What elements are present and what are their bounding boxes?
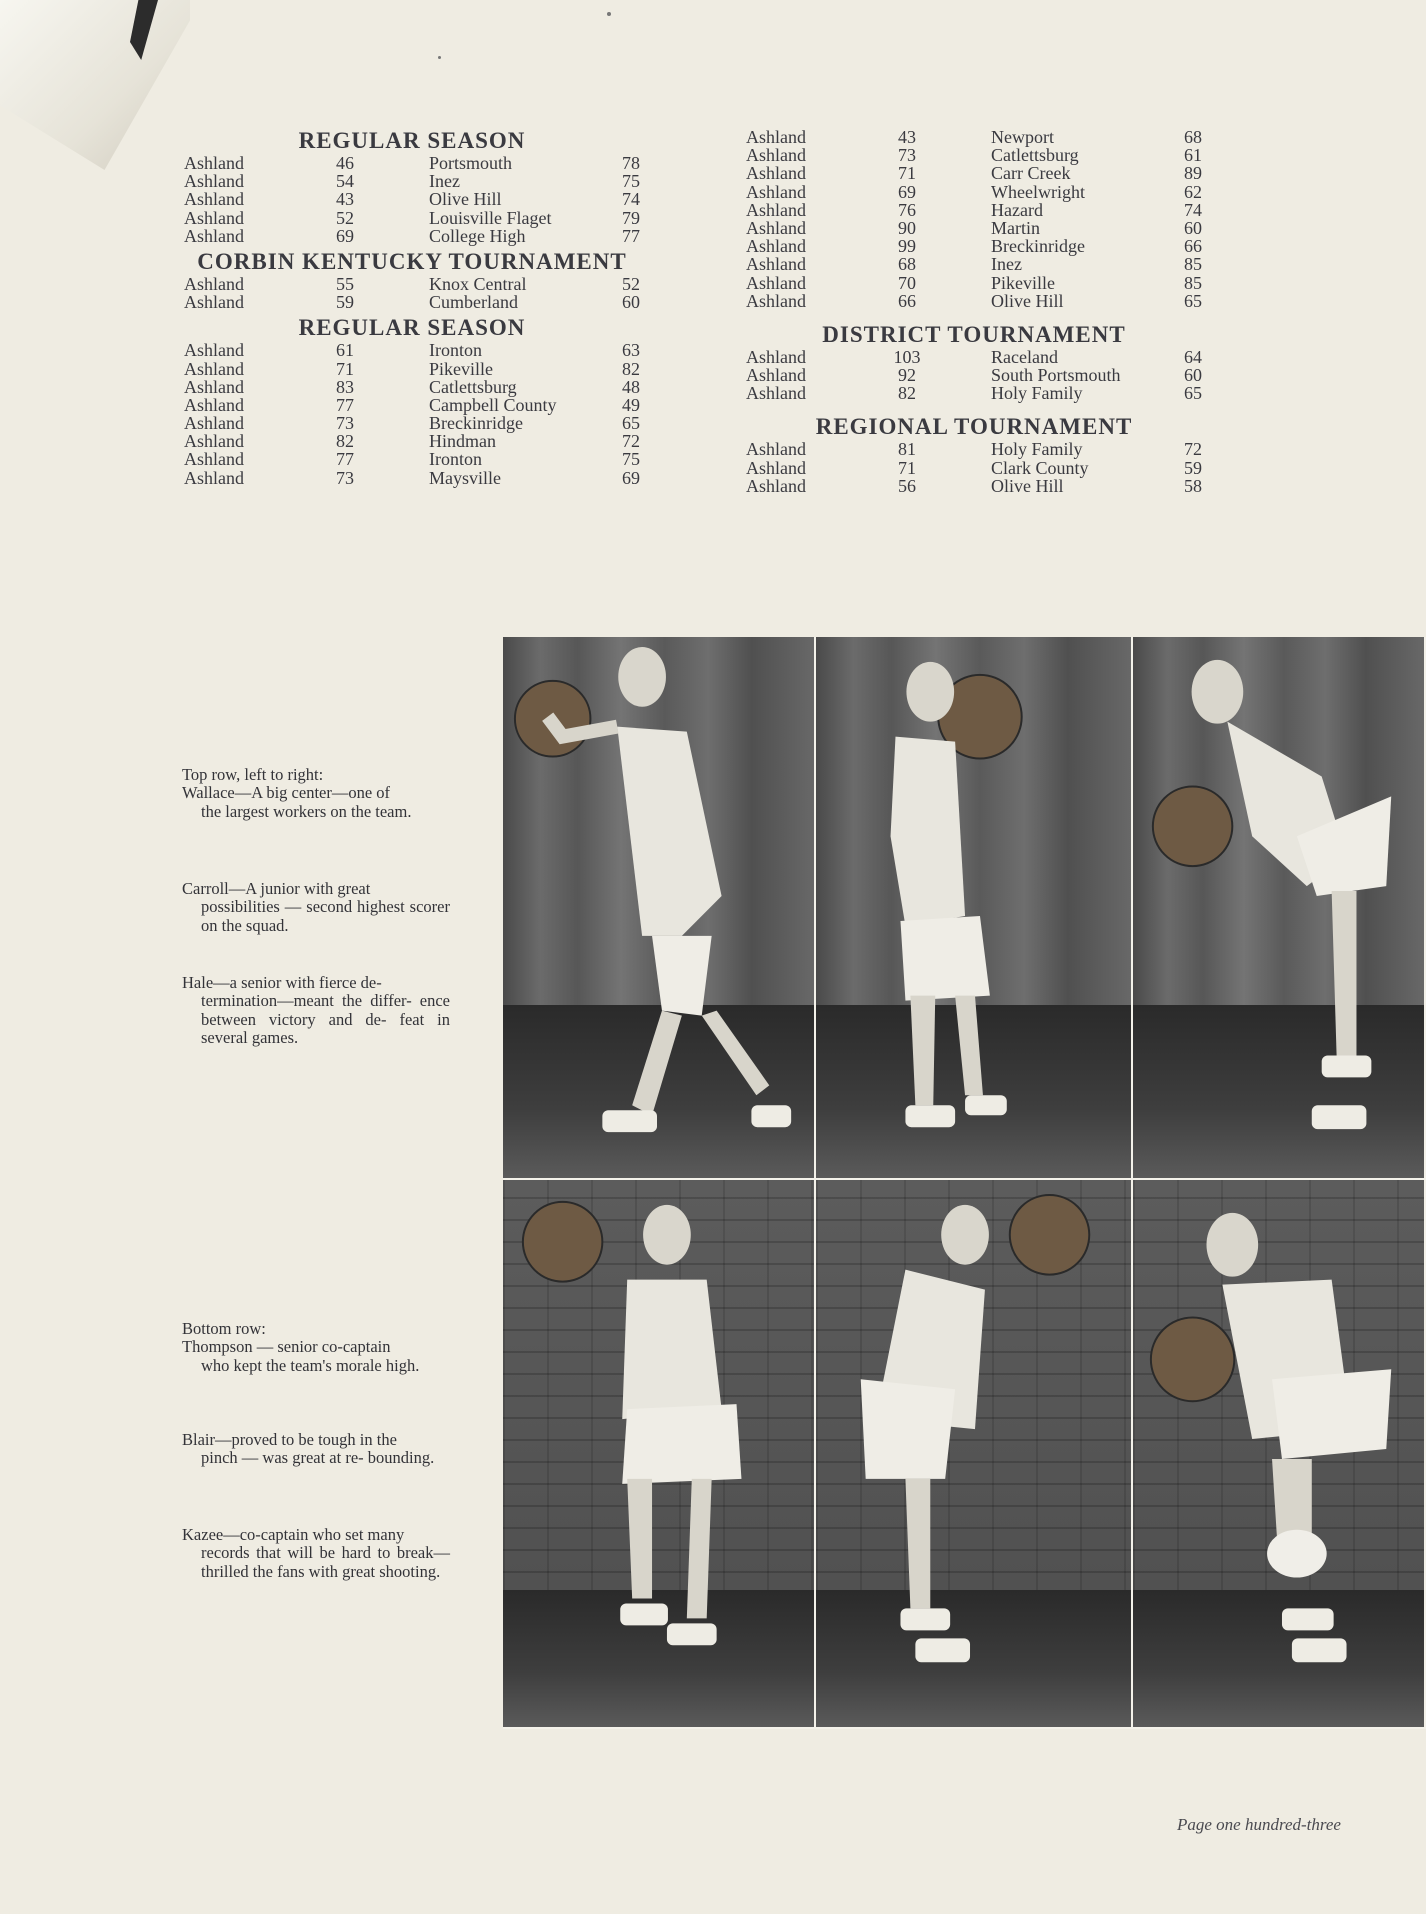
team-name: Ashland	[184, 273, 244, 294]
opponent-name: College High	[429, 225, 526, 246]
caption-kazee-rest: records that will be hard to break—thrilled the fans with great shooting.	[201, 1543, 450, 1581]
team-name: Ashland	[746, 457, 806, 478]
caption-hale-rest: termination—meant the differ- ence between victory and de- feat in several games.	[201, 991, 450, 1048]
caption-heading: Bottom row:	[182, 1319, 266, 1338]
opponent-name: Hazard	[991, 199, 1043, 220]
game-row	[746, 219, 1202, 237]
team-score: 76	[898, 199, 916, 220]
team-name: Ashland	[184, 413, 244, 434]
caption-kazee-first: Kazee—co-captain who set many	[182, 1525, 405, 1544]
opponent-name: Maysville	[429, 467, 501, 488]
opponent-name: Cumberland	[429, 292, 518, 313]
caption-heading: Top row, left to right:	[182, 765, 324, 784]
opponent-score: 85	[1184, 272, 1202, 293]
game-row	[184, 396, 640, 414]
game-row	[184, 275, 640, 293]
team-name: Ashland	[746, 217, 806, 238]
team-name: Ashland	[746, 439, 806, 460]
caption-carroll-first: Carroll—A junior with great	[182, 879, 371, 898]
game-row	[184, 341, 640, 359]
caption-wallace-rest: the largest workers on the team.	[201, 801, 412, 821]
team-score: 77	[336, 394, 354, 415]
opponent-score: 68	[1184, 127, 1202, 147]
section-title: REGIONAL TOURNAMENT	[815, 414, 1133, 440]
opponent-name: Pikeville	[991, 272, 1055, 293]
team-score: 70	[898, 272, 916, 293]
game-row	[746, 274, 1202, 292]
team-name: Ashland	[746, 290, 806, 311]
scores-left-column	[184, 128, 640, 487]
team-name: Ashland	[184, 358, 244, 379]
opponent-score: 77	[622, 225, 640, 246]
game-row	[746, 201, 1202, 219]
team-score: 66	[898, 290, 916, 311]
team-name: Ashland	[746, 346, 806, 367]
section-title: REGULAR SEASON	[298, 128, 526, 153]
team-name: Ashland	[746, 127, 806, 147]
game-row	[184, 293, 640, 311]
opponent-score: 65	[622, 413, 640, 434]
team-score: 82	[336, 431, 354, 452]
game-row	[184, 414, 640, 432]
game-row	[746, 440, 1202, 458]
team-name: Ashland	[184, 467, 244, 488]
opponent-name: Olive Hill	[991, 475, 1064, 496]
team-score: 99	[898, 236, 916, 257]
team-name: Ashland	[746, 272, 806, 293]
section-title: CORBIN KENTUCKY TOURNAMENT	[197, 248, 627, 274]
opponent-name: Ironton	[429, 449, 482, 470]
team-score: 71	[898, 163, 916, 184]
game-row	[184, 360, 640, 378]
opponent-name: Inez	[991, 254, 1022, 275]
team-name: Ashland	[184, 171, 244, 192]
opponent-name: Portsmouth	[429, 153, 513, 173]
team-name: Ashland	[184, 225, 244, 246]
opponent-name: Newport	[991, 127, 1054, 147]
section-regular-season-2	[184, 315, 640, 487]
opponent-name: Clark County	[991, 457, 1089, 478]
game-row	[184, 190, 640, 208]
team-score: 82	[898, 383, 916, 404]
team-name: Ashland	[746, 236, 806, 257]
player-photo-blair	[816, 1180, 1133, 1729]
game-row	[184, 209, 640, 227]
section-regional-tournament	[746, 414, 1202, 495]
team-score: 54	[336, 171, 354, 192]
game-row	[746, 292, 1202, 310]
game-row	[746, 255, 1202, 273]
opponent-score: 79	[622, 207, 640, 228]
opponent-score: 85	[1184, 254, 1202, 275]
team-score: 55	[336, 273, 354, 294]
opponent-score: 49	[622, 394, 640, 415]
opponent-score: 59	[1184, 457, 1202, 478]
team-score: 73	[336, 413, 354, 434]
caption-blair	[182, 1431, 450, 1468]
opponent-score: 78	[622, 153, 640, 173]
team-score: 43	[898, 127, 916, 147]
team-name: Ashland	[746, 163, 806, 184]
opponent-score: 64	[1184, 346, 1202, 367]
section-title: REGULAR SEASON	[298, 315, 526, 341]
team-name: Ashland	[184, 340, 244, 361]
team-score: 69	[898, 181, 916, 202]
game-row	[184, 450, 640, 468]
torn-page-corner	[0, 0, 190, 170]
opponent-score: 75	[622, 449, 640, 470]
game-row	[746, 477, 1202, 495]
opponent-score: 65	[1184, 383, 1202, 404]
opponent-name: Inez	[429, 171, 460, 192]
player-photo-grid	[503, 637, 1426, 1729]
game-row	[746, 164, 1202, 182]
opponent-score: 58	[1184, 475, 1202, 496]
team-name: Ashland	[746, 254, 806, 275]
opponent-score: 61	[1184, 145, 1202, 166]
opponent-name: Pikeville	[429, 358, 493, 379]
player-photo-hale	[1133, 637, 1426, 1180]
team-name: Ashland	[184, 153, 244, 173]
team-score: 68	[898, 254, 916, 275]
opponent-name: Raceland	[991, 346, 1058, 367]
opponent-score: 75	[622, 171, 640, 192]
opponent-name: South Portsmouth	[991, 365, 1121, 386]
opponent-score: 62	[1184, 181, 1202, 202]
game-row	[184, 227, 640, 245]
caption-kazee	[182, 1526, 450, 1581]
team-score: 92	[898, 365, 916, 386]
team-score: 77	[336, 449, 354, 470]
game-row	[184, 432, 640, 450]
scores-right-column	[746, 128, 1202, 495]
opponent-score: 63	[622, 340, 640, 361]
team-score: 46	[336, 153, 354, 173]
page-number: Page one hundred-three	[1177, 1815, 1341, 1834]
team-name: Ashland	[184, 376, 244, 397]
team-score: 90	[898, 217, 916, 238]
opponent-name: Olive Hill	[991, 290, 1064, 311]
player-photo-carroll	[816, 637, 1133, 1180]
team-score: 59	[336, 292, 354, 313]
team-name: Ashland	[746, 365, 806, 386]
opponent-score: 74	[1184, 199, 1202, 220]
team-score: 73	[336, 467, 354, 488]
opponent-score: 72	[622, 431, 640, 452]
team-name: Ashland	[746, 145, 806, 166]
caption-blair-rest: pinch — was great at re- bounding.	[201, 1448, 435, 1468]
opponent-name: Catlettsburg	[429, 376, 517, 397]
opponent-name: Breckinridge	[429, 413, 523, 434]
team-score: 81	[898, 439, 916, 460]
game-row	[746, 459, 1202, 477]
team-score: 69	[336, 225, 354, 246]
team-name: Ashland	[184, 189, 244, 210]
section-district-tournament	[746, 322, 1202, 403]
game-row	[746, 183, 1202, 201]
section-regular-season-continued	[746, 128, 1202, 310]
player-photo-wallace	[503, 637, 816, 1180]
opponent-name: Martin	[991, 217, 1040, 238]
game-row	[184, 469, 640, 487]
opponent-score: 82	[622, 358, 640, 379]
opponent-score: 52	[622, 273, 640, 294]
caption-hale-first: Hale—a senior with fierce de-	[182, 973, 382, 992]
team-score: 43	[336, 189, 354, 210]
game-row	[746, 348, 1202, 366]
opponent-score: 89	[1184, 163, 1202, 184]
team-name: Ashland	[184, 394, 244, 415]
player-photo-kazee	[1133, 1180, 1426, 1729]
game-row	[746, 366, 1202, 384]
team-score: 61	[336, 340, 354, 361]
caption-carroll-rest: possibilities — second highest scorer on the squad.	[201, 897, 450, 935]
opponent-score: 69	[622, 467, 640, 488]
opponent-score: 66	[1184, 236, 1202, 257]
game-row	[746, 146, 1202, 164]
game-row	[746, 237, 1202, 255]
opponent-name: Holy Family	[991, 439, 1083, 460]
team-name: Ashland	[746, 181, 806, 202]
section-regular-season-1	[184, 128, 640, 245]
opponent-name: Olive Hill	[429, 189, 502, 210]
game-row	[746, 128, 1202, 146]
opponent-name: Hindman	[429, 431, 496, 452]
caption-thompson-rest: who kept the team's morale high.	[201, 1355, 420, 1375]
caption-carroll	[182, 880, 450, 935]
caption-wallace-first: Wallace—A big center—one of	[182, 783, 391, 803]
paper-speck	[438, 56, 441, 59]
caption-blair-first: Blair—proved to be tough in the	[182, 1430, 397, 1449]
team-score: 83	[336, 376, 354, 397]
section-title: DISTRICT TOURNAMENT	[822, 321, 1126, 347]
caption-thompson-first: Thompson — senior co-captain	[182, 1337, 391, 1357]
team-score: 52	[336, 207, 354, 228]
opponent-score: 72	[1184, 439, 1202, 460]
team-name: Ashland	[184, 431, 244, 452]
paper-speck	[607, 12, 611, 16]
team-name: Ashland	[746, 475, 806, 496]
team-name: Ashland	[746, 199, 806, 220]
game-row	[746, 384, 1202, 402]
team-score: 56	[898, 475, 916, 496]
opponent-name: Wheelwright	[991, 181, 1085, 202]
opponent-name: Campbell County	[429, 394, 557, 415]
team-name: Ashland	[184, 449, 244, 470]
opponent-name: Breckinridge	[991, 236, 1085, 257]
team-name: Ashland	[184, 292, 244, 313]
game-row	[184, 154, 640, 172]
caption-top-row	[182, 766, 450, 821]
caption-bottom-row	[182, 1320, 450, 1375]
opponent-name: Ironton	[429, 340, 482, 361]
team-name: Ashland	[184, 207, 244, 228]
team-score: 73	[898, 145, 916, 166]
opponent-name: Louisville Flaget	[429, 207, 552, 228]
opponent-score: 60	[1184, 217, 1202, 238]
opponent-score: 60	[622, 292, 640, 313]
opponent-name: Knox Central	[429, 273, 527, 294]
opponent-score: 48	[622, 376, 640, 397]
opponent-score: 65	[1184, 290, 1202, 311]
section-corbin-tournament	[184, 249, 640, 311]
opponent-name: Carr Creek	[991, 163, 1071, 184]
opponent-name: Catlettsburg	[991, 145, 1079, 166]
player-photo-thompson	[503, 1180, 816, 1729]
opponent-score: 74	[622, 189, 640, 210]
team-score: 103	[893, 346, 921, 367]
team-name: Ashland	[746, 383, 806, 404]
caption-hale	[182, 974, 450, 1048]
opponent-score: 60	[1184, 365, 1202, 386]
game-row	[184, 172, 640, 190]
team-score: 71	[336, 358, 354, 379]
opponent-name: Holy Family	[991, 383, 1083, 404]
game-row	[184, 378, 640, 396]
team-score: 71	[898, 457, 916, 478]
